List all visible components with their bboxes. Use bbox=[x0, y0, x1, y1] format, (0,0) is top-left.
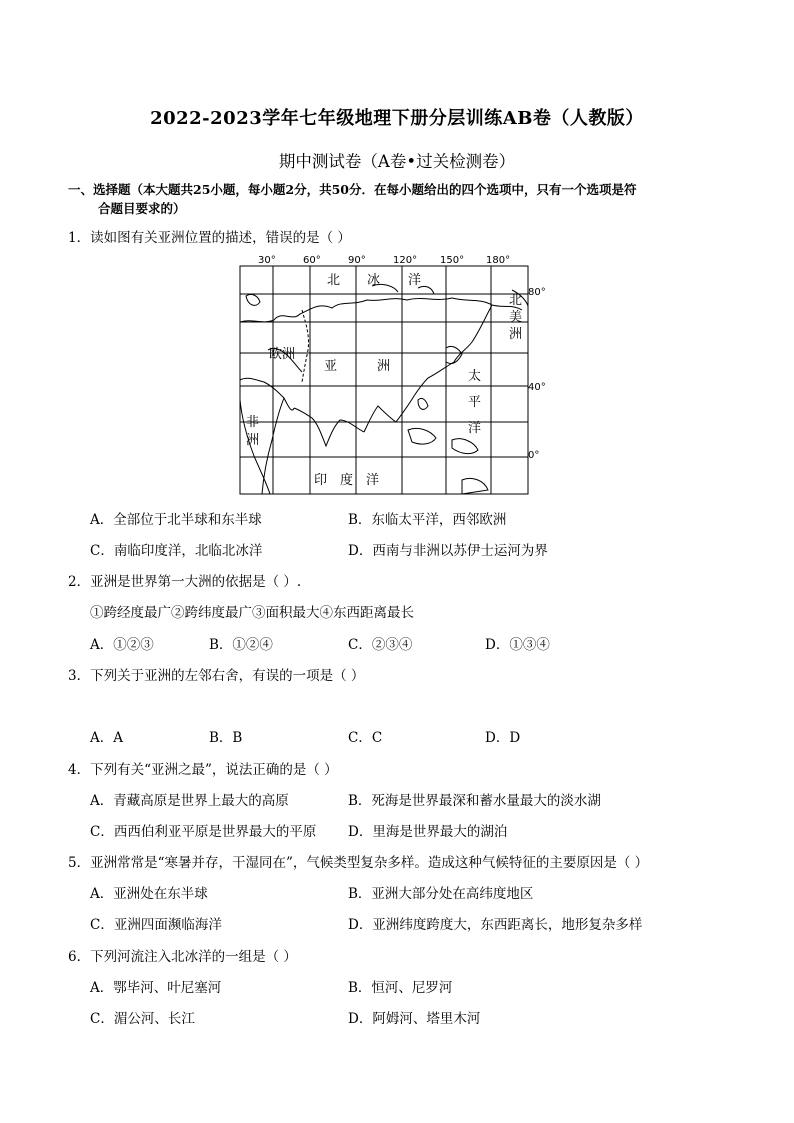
q3-option-c[interactable]: C．C bbox=[348, 730, 383, 746]
page-title: 2022-2023学年七年级地理下册分层训练AB卷（人教版） bbox=[150, 108, 644, 129]
section-heading-line1: 一、选择题（本大题共25小题，每小题2分，共50分．在每小题给出的四个选项中，只有一个选项是符 bbox=[68, 182, 637, 197]
label-na-3: 洲 bbox=[509, 327, 523, 342]
q1-option-a[interactable]: A．全部位于北半球和东半球 bbox=[90, 512, 262, 528]
label-asia-2: 洲 bbox=[377, 359, 391, 374]
label-europe: 欧洲 bbox=[269, 347, 296, 362]
label-asia-1: 亚 bbox=[324, 359, 338, 374]
lat-label-0: 0° bbox=[528, 450, 540, 461]
asia-location-map bbox=[222, 250, 546, 500]
lat-label-80: 80° bbox=[528, 287, 546, 298]
section-heading-line2: 合题目要求的） bbox=[98, 201, 186, 216]
label-indian-1: 印 bbox=[314, 473, 328, 488]
q3-option-d[interactable]: D．D bbox=[485, 730, 521, 746]
q2-option-d[interactable]: D．①③④ bbox=[485, 637, 550, 653]
q6-option-b[interactable]: B．恒河、尼罗河 bbox=[348, 980, 453, 996]
q2-option-a[interactable]: A．①②③ bbox=[90, 637, 154, 653]
q4-option-d[interactable]: D．里海是世界最大的湖泊 bbox=[348, 824, 508, 840]
question-4-stem: 4．下列有关“亚洲之最”，说法正确的是（ ） bbox=[68, 762, 338, 778]
question-6-stem: 6．下列河流注入北冰洋的一组是（ ） bbox=[68, 949, 297, 965]
question-2-statements: ①跨经度最广②跨纬度最广③面积最大④东西距离最长 bbox=[90, 605, 414, 621]
question-5-stem: 5．亚洲常常是“寒暑并存，干湿同在”，气候类型复杂多样。造成这种气候特征的主要原因是（ ） bbox=[68, 855, 649, 871]
lon-label-60: 60° bbox=[303, 255, 321, 266]
q4-option-b[interactable]: B．死海是世界最深和蓄水量最大的淡水湖 bbox=[348, 793, 601, 809]
q5-option-c[interactable]: C．亚洲四面濒临海洋 bbox=[90, 917, 222, 933]
q3-option-a[interactable]: A．A bbox=[90, 730, 123, 746]
q4-option-c[interactable]: C．西西伯利亚平原是世界最大的平原 bbox=[90, 824, 317, 840]
label-arctic-1: 北 bbox=[327, 273, 341, 288]
label-na-2: 美 bbox=[509, 310, 523, 325]
question-2-stem: 2．亚洲是世界第一大洲的依据是（ ）. bbox=[68, 574, 302, 590]
q3-option-b[interactable]: B．B bbox=[209, 730, 243, 746]
q6-option-a[interactable]: A．鄂毕河、叶尼塞河 bbox=[90, 980, 222, 996]
label-arctic-2: 冰 bbox=[367, 273, 381, 288]
q2-option-b[interactable]: B．①②④ bbox=[209, 637, 273, 653]
question-1-stem: 1．读如图有关亚洲位置的描述，错误的是（ ） bbox=[68, 230, 351, 246]
label-pacific-3: 洋 bbox=[468, 421, 482, 436]
q5-option-b[interactable]: B．亚洲大部分处在高纬度地区 bbox=[348, 886, 534, 902]
lon-label-120: 120° bbox=[393, 255, 418, 266]
lon-label-150: 150° bbox=[440, 255, 465, 266]
label-arctic-3: 洋 bbox=[408, 273, 422, 288]
page-subtitle: 期中测试卷（A卷•过关检测卷） bbox=[278, 152, 516, 171]
lon-label-90: 90° bbox=[348, 255, 366, 266]
map-frame bbox=[240, 266, 528, 494]
q1-option-b[interactable]: B．东临太平洋，西邻欧洲 bbox=[348, 512, 507, 528]
label-pacific-2: 平 bbox=[468, 395, 482, 410]
lat-label-40: 40° bbox=[528, 382, 546, 393]
q6-option-d[interactable]: D．阿姆河、塔里木河 bbox=[348, 1011, 481, 1027]
q4-option-a[interactable]: A．青藏高原是世界上最大的高原 bbox=[90, 793, 289, 809]
lon-label-30: 30° bbox=[258, 255, 276, 266]
label-africa-1: 非 bbox=[246, 415, 260, 430]
section-heading bbox=[68, 180, 728, 218]
q1-option-c[interactable]: C．南临印度洋，北临北冰洋 bbox=[90, 543, 263, 559]
q5-option-a[interactable]: A．亚洲处在东半球 bbox=[90, 886, 208, 902]
question-3-stem: 3．下列关于亚洲的左邻右舍，有误的一项是（ ） bbox=[68, 668, 365, 684]
q2-option-c[interactable]: C．②③④ bbox=[348, 637, 413, 653]
coastlines bbox=[240, 284, 528, 494]
label-pacific-1: 太 bbox=[468, 369, 482, 384]
label-indian-3: 洋 bbox=[366, 473, 380, 488]
lon-label-180: 180° bbox=[486, 255, 511, 266]
q1-option-d[interactable]: D．西南与非洲以苏伊士运河为界 bbox=[348, 543, 548, 559]
label-africa-2: 洲 bbox=[246, 433, 260, 448]
label-na-1: 北 bbox=[509, 293, 523, 308]
q5-option-d[interactable]: D．亚洲纬度跨度大，东西距离长，地形复杂多样 bbox=[348, 917, 643, 933]
q6-option-c[interactable]: C．湄公河、长江 bbox=[90, 1011, 195, 1027]
label-indian-2: 度 bbox=[340, 473, 354, 488]
